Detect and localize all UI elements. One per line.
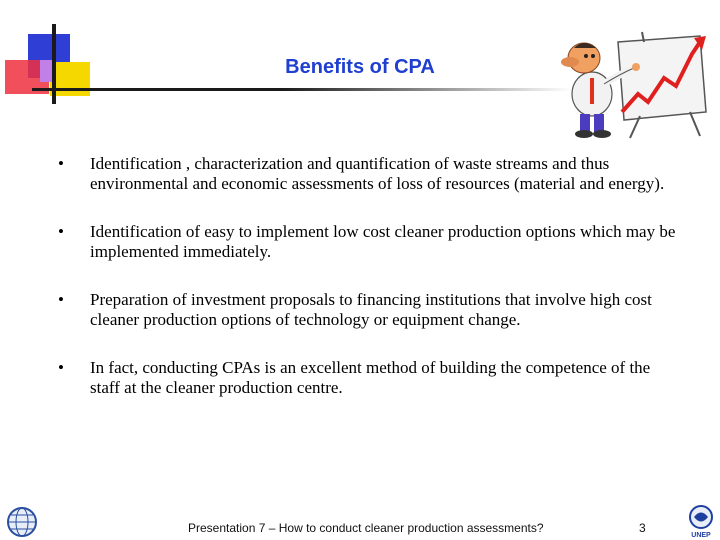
unep-logo-icon [684,504,718,538]
list-item [58,358,678,398]
list-item [58,222,678,262]
bullet-text: In fact, conducting CPAs is an excellent method of building the competence of the staff at the cleaner production centre. [90,358,651,397]
list-item [58,154,678,194]
list-item [58,290,678,330]
bullet-text: Identification of easy to implement low cost cleaner production options which may be implemented immediately. [90,222,676,261]
bullet-list [58,154,678,398]
decor-overlap-square [40,60,52,82]
presenter-with-growth-chart-icon [560,28,710,140]
unep-logo-label: UNEP [691,532,711,538]
footer-caption: Presentation 7 – How to conduct cleaner production assessments? [188,521,544,535]
bullet-marker: • [58,358,64,377]
decor-horizontal-line [32,88,282,91]
slide-title: Benefits of CPA [285,56,435,78]
unido-logo-icon [6,506,38,538]
bullet-marker: • [58,290,64,309]
bullet-text: Identification , characterization and quantification of waste streams and thus environmental and economic assessments of loss of resources (material and energy). [90,154,665,193]
page-number: 3 [639,521,646,535]
bullet-text: Preparation of investment proposals to financing institutions that involve high cost cleaner production options of technology or equipment change. [90,290,652,329]
bullet-marker: • [58,222,64,241]
decor-horizontal-line-fade [282,88,572,91]
bullet-marker: • [58,154,64,173]
decor-vertical-line [52,24,56,104]
